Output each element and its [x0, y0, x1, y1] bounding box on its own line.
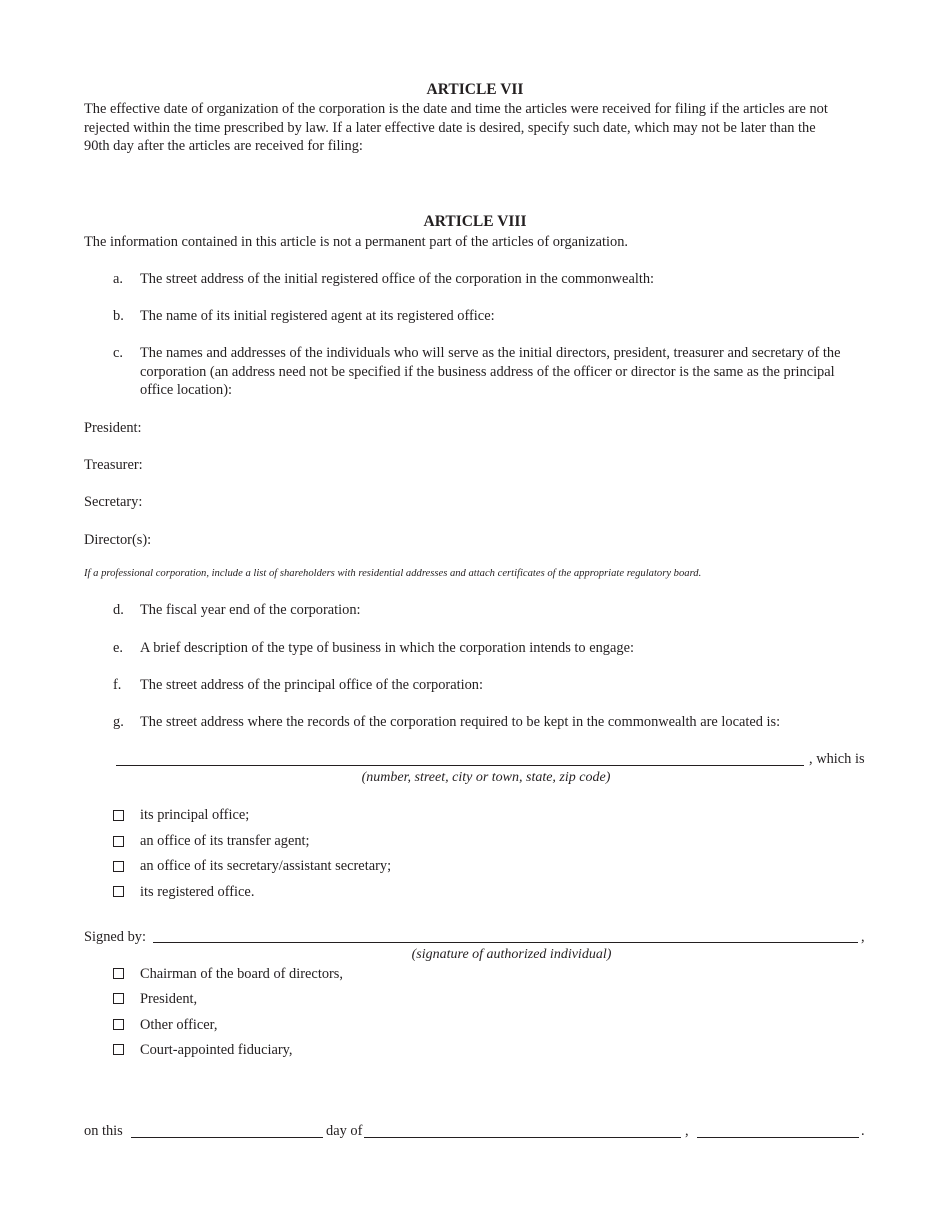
- article-viii-heading: ARTICLE VIII: [423, 213, 527, 230]
- president-label: President:: [84, 420, 142, 436]
- article-vii-line-2: rejected within the time prescribed by law. If a later effective date is desired, specify such date, which may not be later than the: [84, 120, 816, 136]
- item-c-letter: c.: [113, 345, 123, 361]
- president-role-label: President,: [140, 991, 198, 1007]
- date-comma: ,: [685, 1123, 689, 1139]
- item-c-line-1: The names and addresses of the individuals who will serve as the initial directors, president, treasurer and secretary of the: [140, 345, 841, 361]
- professional-corporation-note: If a professional corporation, include a list of shareholders with residential addresses and attach certificates of the appropriate regulatory board.: [84, 568, 702, 579]
- item-e-text: A brief description of the type of business in which the corporation intends to engage:: [140, 640, 634, 656]
- item-a-letter: a.: [113, 271, 123, 287]
- item-d-letter: d.: [113, 602, 124, 618]
- item-c-line-2: corporation (an address need not be specified if the business address of the officer or director is the same as the principal: [140, 364, 835, 380]
- registered-office-label: its registered office.: [140, 884, 255, 900]
- signature-caption: (signature of authorized individual): [411, 947, 612, 962]
- item-a-text: The street address of the initial registered office of the corporation in the commonwealth:: [140, 271, 655, 287]
- principal-office-checkbox[interactable]: [113, 810, 124, 821]
- transfer-agent-checkbox[interactable]: [113, 836, 124, 847]
- item-f-letter: f.: [113, 677, 122, 693]
- signature-field[interactable]: [153, 942, 858, 943]
- item-c-line-3: office location):: [140, 382, 233, 398]
- records-address-caption: (number, street, city or town, state, zip code): [361, 770, 611, 785]
- chairman-label: Chairman of the board of directors,: [140, 966, 344, 982]
- signed-by-label: Signed by:: [84, 929, 146, 945]
- item-b-text: The name of its initial registered agent at its registered office:: [140, 308, 495, 324]
- item-c: [0, 344, 950, 404]
- records-address-field[interactable]: [116, 765, 804, 766]
- year-field[interactable]: [697, 1137, 859, 1138]
- other-officer-checkbox[interactable]: [113, 1019, 124, 1030]
- item-g-text: The street address where the records of the corporation required to be kept in the commonwealth are located is:: [140, 714, 781, 730]
- secretary-office-checkbox[interactable]: [113, 861, 124, 872]
- secretary-office-label: an office of its secretary/assistant secretary;: [140, 858, 392, 874]
- article-vii-line-3: 90th day after the articles are received for filing:: [84, 138, 363, 154]
- chairman-checkbox[interactable]: [113, 968, 124, 979]
- day-field[interactable]: [131, 1137, 323, 1138]
- fiduciary-label: Court-appointed fiduciary,: [140, 1042, 293, 1058]
- directors-label: Director(s):: [84, 532, 152, 548]
- secretary-label: Secretary:: [84, 494, 143, 510]
- item-d-text: The fiscal year end of the corporation:: [140, 602, 361, 618]
- fiduciary-checkbox[interactable]: [113, 1044, 124, 1055]
- item-f-text: The street address of the principal office of the corporation:: [140, 677, 483, 693]
- other-officer-label: Other officer,: [140, 1017, 218, 1033]
- treasurer-label: Treasurer:: [84, 457, 143, 473]
- transfer-agent-label: an office of its transfer agent;: [140, 833, 310, 849]
- date-period: .: [861, 1123, 865, 1139]
- item-b-letter: b.: [113, 308, 124, 324]
- article-viii-intro: The information contained in this article is not a permanent part of the articles of organization.: [84, 234, 628, 250]
- on-this-label: on this: [84, 1123, 123, 1139]
- day-of-label: day of: [326, 1123, 363, 1139]
- month-field[interactable]: [364, 1137, 681, 1138]
- signature-comma: ,: [861, 929, 865, 945]
- article-vii-heading: ARTICLE VII: [426, 81, 524, 98]
- article-vii-line-1: The effective date of organization of the corporation is the date and time the articles were received for filing if the articles are not: [84, 101, 828, 117]
- item-g-letter: g.: [113, 714, 124, 730]
- principal-office-label: its principal office;: [140, 807, 250, 823]
- registered-office-checkbox[interactable]: [113, 886, 124, 897]
- records-which-is: , which is: [809, 751, 865, 767]
- president-checkbox[interactable]: [113, 993, 124, 1004]
- item-e-letter: e.: [113, 640, 123, 656]
